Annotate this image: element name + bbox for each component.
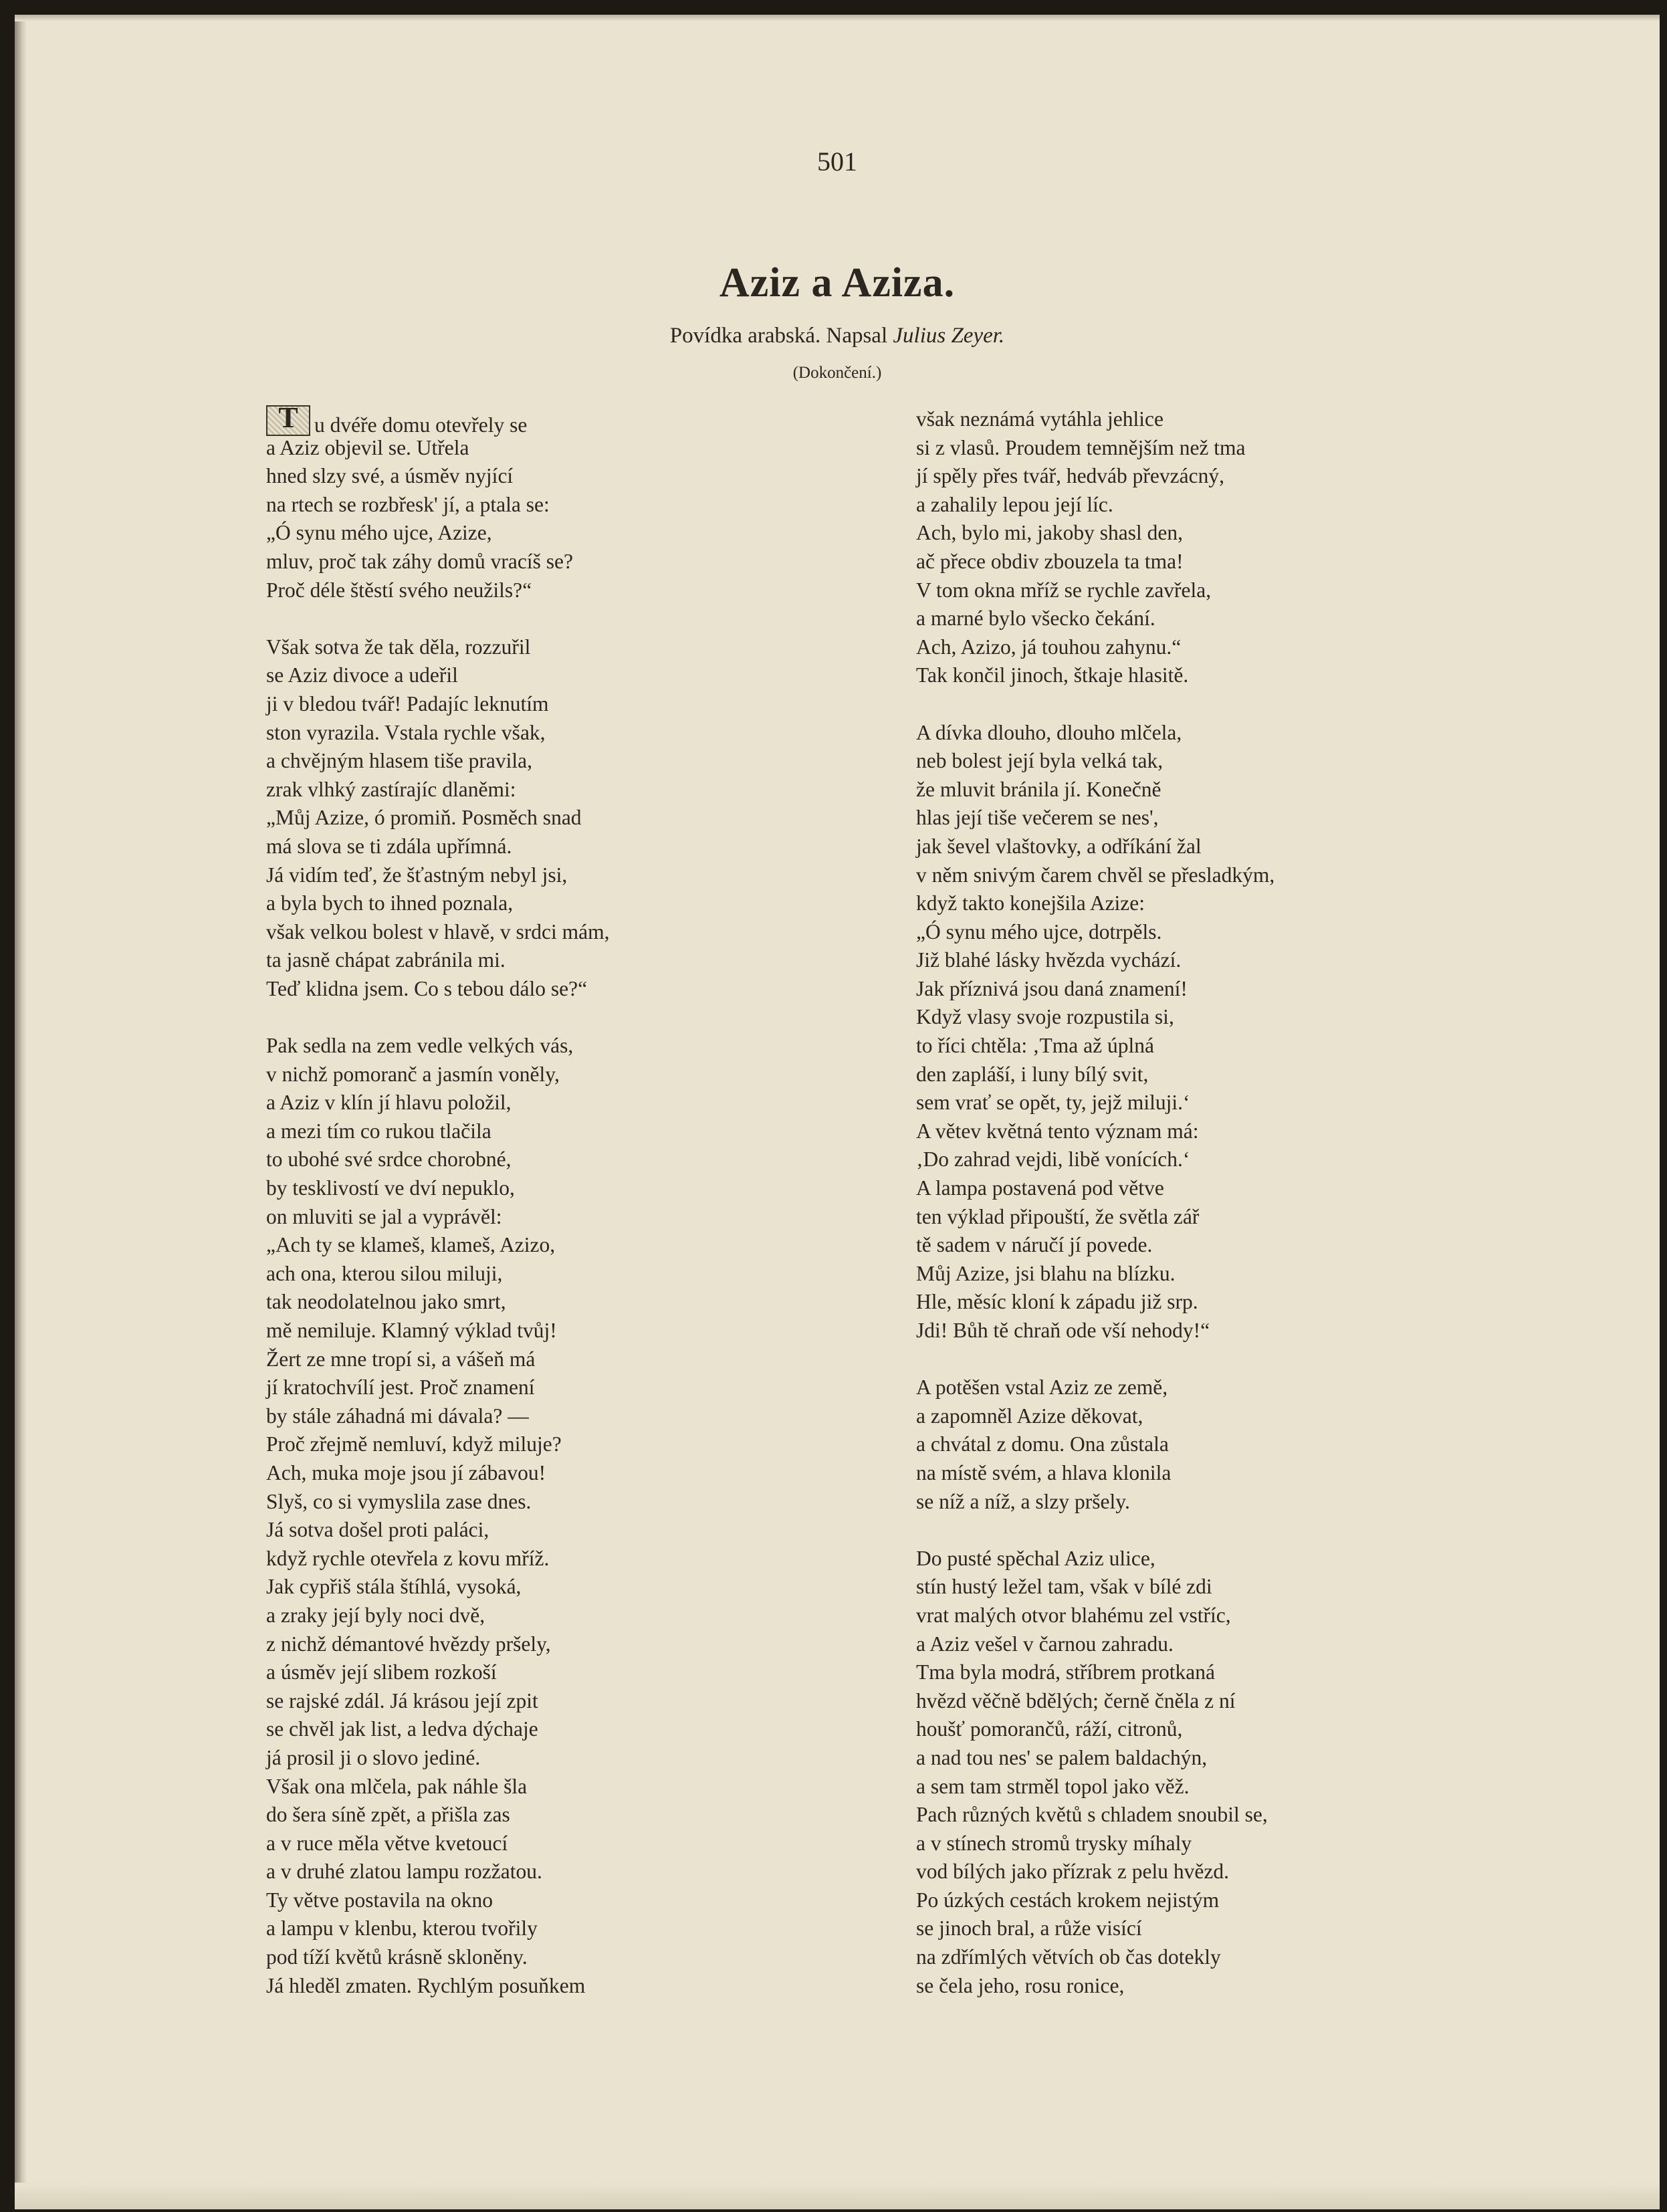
verse-line bbox=[916, 776, 1424, 804]
verse-line bbox=[266, 1317, 748, 1345]
verse-line bbox=[916, 804, 1424, 833]
verse-line-text: v nichž pomoranč a jasmín voněly, bbox=[266, 1062, 560, 1086]
poem-title: Aziz a Aziza. bbox=[719, 260, 956, 306]
verse-line bbox=[266, 1061, 748, 1089]
verse-line-text: „Ó synu mého ujce, dotrpěls. bbox=[916, 919, 1162, 944]
verse-line-text: Ach, muka moje jsou jí zábavou! bbox=[266, 1460, 546, 1484]
verse-line-text: a Aziz vešel v čarnou zahradu. bbox=[916, 1632, 1174, 1656]
stanza bbox=[916, 1545, 1424, 2001]
verse-line-text: na místě svém, a hlava klonila bbox=[916, 1460, 1172, 1484]
verse-line bbox=[266, 1174, 748, 1203]
verse-line-text: Slyš, co si vymyslila zase dnes. bbox=[266, 1489, 532, 1513]
verse-line bbox=[916, 1630, 1424, 1659]
verse-line bbox=[916, 719, 1424, 748]
poem-subtitle bbox=[15, 324, 1660, 348]
drop-cap-letter: T bbox=[278, 401, 298, 434]
verse-line bbox=[266, 1288, 748, 1317]
verse-line-text: ‚Do zahrad vejdi, libě vonících.‘ bbox=[916, 1147, 1190, 1172]
verse-line bbox=[916, 1715, 1424, 1744]
verse-line-text: Hle, měsíc kloní k západu již srp. bbox=[916, 1290, 1198, 1314]
verse-line bbox=[266, 548, 748, 576]
verse-line-text: se níž a níž, a slzy pršely. bbox=[916, 1489, 1130, 1513]
verse-line bbox=[916, 1658, 1424, 1687]
verse-line bbox=[266, 1744, 748, 1773]
verse-line bbox=[266, 1260, 748, 1289]
verse-line bbox=[266, 1830, 748, 1858]
verse-line bbox=[916, 491, 1424, 520]
verse-line bbox=[916, 1003, 1424, 1032]
stanza bbox=[266, 401, 748, 604]
verse-line-text: Do pusté spěchal Aziz ulice, bbox=[916, 1546, 1155, 1570]
verse-line-text: ston vyrazila. Vstala rychle však, bbox=[266, 720, 546, 744]
verse-line bbox=[916, 1032, 1424, 1061]
verse-line-text: Jdi! Bůh tě chraň ode vší nehody!“ bbox=[916, 1319, 1210, 1342]
verse-line-text: to ubohé své srdce chorobné, bbox=[266, 1147, 512, 1172]
verse-line bbox=[916, 1914, 1424, 1943]
verse-line-text: vrat malých otvor blahému zel vstříc, bbox=[916, 1603, 1231, 1627]
verse-line bbox=[266, 633, 748, 662]
verse-line bbox=[266, 1203, 748, 1232]
verse-line-text: z nichž démantové hvězdy pršely, bbox=[266, 1632, 551, 1656]
verse-line-text: hvězd věčně bdělých; černě čněla z ní bbox=[916, 1688, 1236, 1712]
verse-line bbox=[916, 434, 1424, 463]
verse-line-text: jak ševel vlaštovky, a odříkání žal bbox=[916, 834, 1202, 858]
verse-line bbox=[266, 747, 748, 776]
page-number: 501 bbox=[817, 146, 857, 177]
verse-line-text: to říci chtěla: ‚Tma až úplná bbox=[916, 1034, 1154, 1058]
verse-line bbox=[916, 1773, 1424, 1801]
verse-line bbox=[916, 747, 1424, 776]
verse-line-text: by stále záhadná mi dávala? — bbox=[266, 1404, 529, 1428]
verse-line-text: hned slzy své, a úsměv nyjící bbox=[266, 464, 514, 488]
verse-line-text: Já sotva došel proti paláci, bbox=[266, 1518, 489, 1542]
stanza bbox=[916, 405, 1424, 690]
verse-line-text: Já vidím teď, že šťastným nebyl jsi, bbox=[266, 863, 568, 887]
verse-line-text: Můj Azize, jsi blahu na blízku. bbox=[916, 1261, 1176, 1285]
verse-line bbox=[916, 1830, 1424, 1858]
verse-line-text: a Aziz v klín jí hlavu položil, bbox=[266, 1091, 512, 1115]
stanza bbox=[916, 719, 1424, 1345]
verse-line-text: A větev květná tento význam má: bbox=[916, 1119, 1199, 1143]
verse-line-text: houšť pomorančů, ráží, citronů, bbox=[916, 1717, 1183, 1741]
verse-line-text: „Ach ty se klameš, klameš, Azizo, bbox=[266, 1233, 556, 1257]
verse-line bbox=[916, 1117, 1424, 1146]
verse-line-text: na zdřímlých větvích ob čas dotekly bbox=[916, 1945, 1221, 1969]
verse-line-text: Teď klidna jsem. Co s tebou dálo se?“ bbox=[266, 976, 588, 1000]
verse-line bbox=[266, 975, 748, 1004]
verse-line-text: by tesklivostí ve dví nepuklo, bbox=[266, 1176, 515, 1200]
verse-line bbox=[266, 1715, 748, 1744]
verse-line bbox=[916, 861, 1424, 890]
verse-line bbox=[266, 1573, 748, 1601]
verse-line-text: a zapomněl Azize děkovat, bbox=[916, 1404, 1143, 1428]
verse-line-text: Proč zřejmě nemluví, když miluje? bbox=[266, 1432, 562, 1456]
verse-line bbox=[916, 889, 1424, 918]
verse-line-text: se rajské zdál. Já krásou její zpit bbox=[266, 1688, 538, 1712]
verse-line bbox=[266, 1231, 748, 1260]
verse-line bbox=[266, 1373, 748, 1402]
verse-line-text: a úsměv její slibem rozkoší bbox=[266, 1660, 497, 1684]
verse-line bbox=[916, 1886, 1424, 1915]
verse-line bbox=[266, 1886, 748, 1915]
verse-line-text: má slova se ti zdála upřímná. bbox=[266, 834, 512, 858]
verse-line-text: se Aziz divoce a udeřil bbox=[266, 663, 458, 687]
verse-line bbox=[266, 1914, 748, 1943]
continuation-note: (Dokončení.) bbox=[792, 364, 882, 382]
verse-line bbox=[266, 1972, 748, 2001]
verse-line-text: však velkou bolest v hlavě, v srdci mám, bbox=[266, 919, 610, 944]
verse-line-text: tak neodolatelnou jako smrt, bbox=[266, 1290, 506, 1314]
verse-line bbox=[916, 1317, 1424, 1345]
verse-line bbox=[916, 975, 1424, 1004]
verse-line bbox=[266, 1145, 748, 1174]
verse-line bbox=[266, 918, 748, 947]
verse-line-text: „Můj Azize, ó promiň. Posměch snad bbox=[266, 806, 582, 830]
verse-line-text: na rtech se rozbřesk' jí, a ptala se: bbox=[266, 492, 550, 516]
verse-line-text: a Aziz objevil se. Utřela bbox=[266, 435, 469, 459]
verse-line-text: zrak vlhký zastírajíc dlaněmi: bbox=[266, 777, 516, 801]
verse-line bbox=[916, 633, 1424, 662]
verse-line bbox=[266, 1687, 748, 1716]
verse-line bbox=[266, 719, 748, 748]
stanza bbox=[266, 633, 748, 1004]
verse-line-text: když rychle otevřela z kovu mříž. bbox=[266, 1546, 550, 1570]
verse-line bbox=[916, 576, 1424, 605]
verse-line bbox=[916, 1801, 1424, 1830]
verse-line bbox=[266, 1117, 748, 1146]
verse-line bbox=[916, 1231, 1424, 1260]
subtitle-text: Povídka arabská. Napsal bbox=[669, 324, 888, 348]
verse-line bbox=[916, 548, 1424, 576]
verse-line-text: Jak cypřiš stála štíhlá, vysoká, bbox=[266, 1575, 522, 1599]
verse-line bbox=[266, 661, 748, 690]
left-column bbox=[266, 401, 748, 2029]
verse-line-text: mluv, proč tak záhy domů vracíš se? bbox=[266, 549, 573, 573]
verse-line-text: a lampu v klenbu, kterou tvořily bbox=[266, 1916, 538, 1941]
verse-line-text: si z vlasů. Proudem temnějším než tma bbox=[916, 435, 1246, 459]
page-top-edge bbox=[15, 15, 1660, 21]
verse-line bbox=[916, 1459, 1424, 1488]
verse-line bbox=[916, 1373, 1424, 1402]
verse-line bbox=[266, 1032, 748, 1061]
verse-line-text: jí kratochvílí jest. Proč znamení bbox=[266, 1375, 535, 1400]
verse-line-text: Jak příznivá jsou daná znamení! bbox=[916, 976, 1188, 1000]
verse-line bbox=[266, 946, 748, 975]
verse-line bbox=[916, 462, 1424, 491]
verse-line-text: pod tíží květů krásně skloněny. bbox=[266, 1945, 528, 1969]
verse-line-text: a byla bych to ihned poznala, bbox=[266, 891, 514, 915]
verse-line-text: A dívka dlouho, dlouho mlčela, bbox=[916, 720, 1182, 744]
verse-line bbox=[916, 1402, 1424, 1431]
verse-line bbox=[916, 1943, 1424, 1972]
verse-line-text: Ach, bylo mi, jakoby shasl den, bbox=[916, 521, 1183, 545]
verse-line-text: ji v bledou tvář! Padajíc leknutím bbox=[266, 691, 549, 715]
verse-line bbox=[266, 1516, 748, 1545]
right-column bbox=[916, 405, 1424, 2029]
book-page bbox=[15, 15, 1660, 2209]
verse-line-text: se chvěl jak list, a ledva dýchaje bbox=[266, 1717, 538, 1741]
verse-line bbox=[266, 1773, 748, 1801]
verse-line bbox=[266, 1630, 748, 1659]
verse-line-text: A lampa postavená pod větve bbox=[916, 1176, 1164, 1200]
verse-line bbox=[266, 491, 748, 520]
verse-line bbox=[266, 1459, 748, 1488]
verse-line bbox=[916, 1573, 1424, 1601]
verse-line bbox=[916, 1545, 1424, 1573]
verse-line-text: a chvátal z domu. Ona zůstala bbox=[916, 1432, 1169, 1456]
verse-line-text: on mluviti se jal a vyprávěl: bbox=[266, 1204, 502, 1228]
verse-line-text: se čela jeho, rosu ronice, bbox=[916, 1973, 1125, 1997]
verse-line bbox=[266, 889, 748, 918]
verse-line bbox=[916, 1601, 1424, 1630]
verse-line-text: a v stínech stromů trysky míhaly bbox=[916, 1831, 1192, 1855]
verse-line bbox=[916, 405, 1424, 434]
verse-line-text: u dvéře domu otevřely se bbox=[314, 413, 528, 437]
verse-line bbox=[266, 519, 748, 548]
verse-line bbox=[266, 804, 748, 833]
verse-line bbox=[916, 519, 1424, 548]
verse-line-text: a zraky její byly noci dvě, bbox=[266, 1603, 485, 1627]
verse-line bbox=[266, 434, 748, 463]
verse-line bbox=[916, 1145, 1424, 1174]
verse-line-text: Pak sedla na zem vedle velkých vás, bbox=[266, 1034, 574, 1058]
verse-line bbox=[916, 604, 1424, 633]
drop-cap-initial bbox=[266, 401, 310, 436]
verse-line bbox=[266, 1943, 748, 1972]
verse-line-text: Však sotva že tak děla, rozzuřil bbox=[266, 635, 531, 659]
verse-line bbox=[266, 1545, 748, 1573]
verse-line bbox=[266, 1801, 748, 1830]
verse-line bbox=[916, 1260, 1424, 1289]
verse-line-text: A potěšen vstal Aziz ze země, bbox=[916, 1375, 1168, 1400]
verse-line bbox=[916, 1061, 1424, 1089]
verse-line bbox=[916, 1203, 1424, 1232]
verse-line bbox=[916, 661, 1424, 690]
stanza bbox=[266, 1032, 748, 2000]
verse-line bbox=[916, 946, 1424, 975]
verse-line-text: Však ona mlčela, pak náhle šla bbox=[266, 1774, 528, 1798]
verse-line-text: Žert ze mne tropí si, a vášeň má bbox=[266, 1347, 536, 1371]
verse-line-text: Ty větve postavila na okno bbox=[266, 1888, 493, 1912]
verse-line bbox=[916, 1174, 1424, 1203]
verse-line-text: však neznámá vytáhla jehlice bbox=[916, 407, 1163, 431]
verse-line bbox=[916, 918, 1424, 947]
verse-line-text: v něm snivým čarem chvěl se přesladkým, bbox=[916, 863, 1275, 887]
verse-line bbox=[266, 833, 748, 861]
verse-line-text: ta jasně chápat zabránila mi. bbox=[266, 948, 506, 972]
verse-line-text: do šera síně zpět, a přišla zas bbox=[266, 1803, 510, 1827]
verse-line-text: a v ruce měla větve kvetoucí bbox=[266, 1831, 508, 1855]
verse-line-text: ten výklad připouští, že světla zář bbox=[916, 1204, 1200, 1228]
verse-line-text: den zapláší, i luny bílý svit, bbox=[916, 1062, 1149, 1086]
verse-line bbox=[266, 401, 748, 437]
verse-line-text: a mezi tím co rukou tlačila bbox=[266, 1119, 491, 1143]
verse-line-text: a chvějným hlasem tiše pravila, bbox=[266, 749, 532, 773]
verse-line bbox=[266, 1658, 748, 1687]
stanza bbox=[916, 1373, 1424, 1516]
verse-line-text: a zahalily lepou její líc. bbox=[916, 492, 1113, 516]
verse-line-text: a sem tam strměl topol jako věž. bbox=[916, 1774, 1190, 1798]
verse-line bbox=[916, 1744, 1424, 1773]
verse-line-text: mě nemiluje. Klamný výklad tvůj! bbox=[266, 1319, 557, 1342]
verse-line bbox=[266, 861, 748, 890]
verse-line bbox=[916, 1687, 1424, 1716]
verse-line-text: sem vrať se opět, ty, jejž miluji.‘ bbox=[916, 1091, 1190, 1115]
verse-line bbox=[266, 1601, 748, 1630]
verse-line-text: že mluvit bránila jí. Konečně bbox=[916, 777, 1161, 801]
verse-line bbox=[266, 1858, 748, 1886]
verse-line bbox=[916, 1488, 1424, 1517]
verse-line-text: Tak končil jinoch, štkaje hlasitě. bbox=[916, 663, 1189, 687]
verse-line-text: Po úzkých cestách krokem nejistým bbox=[916, 1888, 1220, 1912]
verse-line bbox=[916, 1288, 1424, 1317]
verse-line bbox=[266, 1089, 748, 1117]
verse-line-text: když takto konejšila Azize: bbox=[916, 891, 1145, 915]
verse-line-text: V tom okna mříž se rychle zavřela, bbox=[916, 578, 1212, 602]
verse-line-text: a marné bylo všecko čekání. bbox=[916, 606, 1155, 631]
verse-line-text: hlas její tiše večerem se nes', bbox=[916, 806, 1159, 830]
verse-line bbox=[916, 1089, 1424, 1117]
verse-line-text: „Ó synu mého ujce, Azize, bbox=[266, 521, 492, 545]
verse-line-text: jí spěly přes tvář, hedváb převzácný, bbox=[916, 464, 1224, 488]
verse-line-text: stín hustý ležel tam, však v bílé zdi bbox=[916, 1575, 1212, 1599]
verse-line bbox=[266, 576, 748, 605]
verse-line bbox=[266, 690, 748, 719]
verse-line bbox=[916, 1430, 1424, 1459]
verse-line-text: vod bílých jako přízrak z pelu hvězd. bbox=[916, 1860, 1229, 1884]
verse-line-text: Pach různých květů s chladem snoubil se, bbox=[916, 1803, 1268, 1827]
page-bottom-edge bbox=[15, 2183, 1660, 2209]
verse-line-text: Já hleděl zmaten. Rychlým posuňkem bbox=[266, 1973, 586, 1997]
verse-line-text: Ach, Azizo, já touhou zahynu.“ bbox=[916, 635, 1182, 659]
verse-line bbox=[916, 833, 1424, 861]
verse-line-text: ač přece obdiv zbouzela ta tma! bbox=[916, 549, 1184, 573]
verse-line bbox=[916, 1972, 1424, 2001]
verse-line-text: já prosil ji o slovo jediné. bbox=[266, 1745, 481, 1769]
verse-line bbox=[266, 1345, 748, 1374]
verse-line bbox=[266, 462, 748, 491]
verse-line-text: a v druhé zlatou lampu rozžatou. bbox=[266, 1860, 542, 1884]
verse-line bbox=[266, 1488, 748, 1517]
verse-line-text: ach ona, kterou silou miluji, bbox=[266, 1261, 503, 1285]
verse-line-text: Již blahé lásky hvězda vychází. bbox=[916, 948, 1182, 972]
verse-line bbox=[266, 776, 748, 804]
verse-line bbox=[916, 1858, 1424, 1886]
verse-line-text: neb bolest její byla velká tak, bbox=[916, 749, 1163, 773]
verse-line-text: Proč déle štěstí svého neužils?“ bbox=[266, 578, 532, 602]
verse-line bbox=[266, 1402, 748, 1431]
author-name: Julius Zeyer. bbox=[893, 324, 1005, 348]
verse-line-text: a nad tou nes' se palem baldachýn, bbox=[916, 1745, 1208, 1769]
verse-line-text: Když vlasy svoje rozpustila si, bbox=[916, 1005, 1174, 1029]
verse-line-text: Tma byla modrá, stříbrem protkaná bbox=[916, 1660, 1215, 1684]
verse-line bbox=[266, 1430, 748, 1459]
verse-line-text: tě sadem v náručí jí povede. bbox=[916, 1233, 1153, 1257]
verse-line-text: se jinoch bral, a růže visící bbox=[916, 1916, 1142, 1941]
